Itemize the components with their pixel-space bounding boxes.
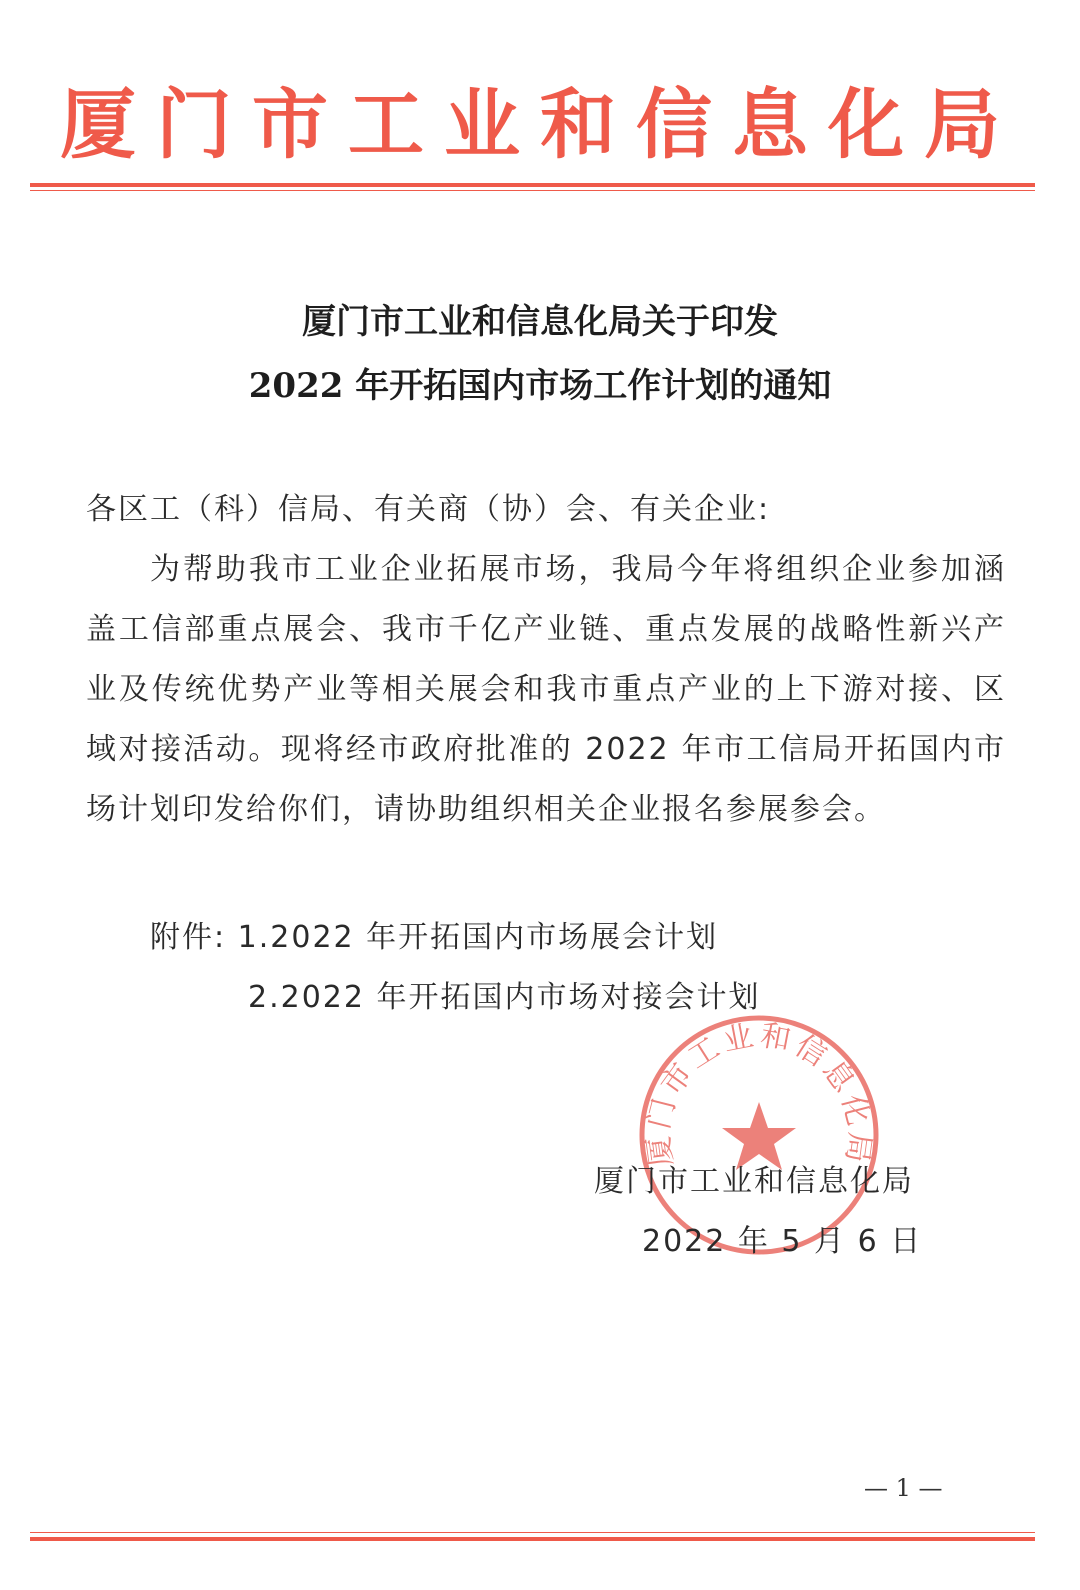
footer-red-rule-thick [30,1537,1035,1541]
masthead-title: 厦门市工业和信息化局 [60,80,1020,169]
page-number: — 1 — [864,1474,943,1502]
signature-date: 2022 年 5 月 6 日 [642,1224,923,1259]
salutation: 各区工（科）信局、有关商（协）会、有关企业: [86,492,771,527]
body-paragraph: 为帮助我市工业企业拓展市场，我局今年将组织企业参加涵盖工信部重点展会、我市千亿产业链、重点发展的战略性新兴产业及传统优势产业等相关展会和我市重点产业的上下游对接、区域对接活动。现将经市政府批准的 2022 年市工信局开拓国内市场计划印发给你们，请协助组织相关企业报名参展参会。 [86,552,1006,827]
footer-red-rule-thin [30,1532,1035,1533]
signer-name: 厦门市工业和信息化局 [594,1164,914,1199]
seal-text: 厦门市工业和信息化局 [640,1018,878,1169]
header-red-rule-thick [30,183,1035,187]
attachment-item-2: 2.2022 年开拓国内市场对接会计划 [248,980,761,1015]
header-red-rule-thin [30,190,1035,191]
document-title-line-1: 厦门市工业和信息化局关于印发 [302,302,778,342]
attachment-item-1: 附件: 1.2022 年开拓国内市场展会计划 [150,920,719,955]
document-title-line-2: 2022 年开拓国内市场工作计划的通知 [248,366,832,406]
